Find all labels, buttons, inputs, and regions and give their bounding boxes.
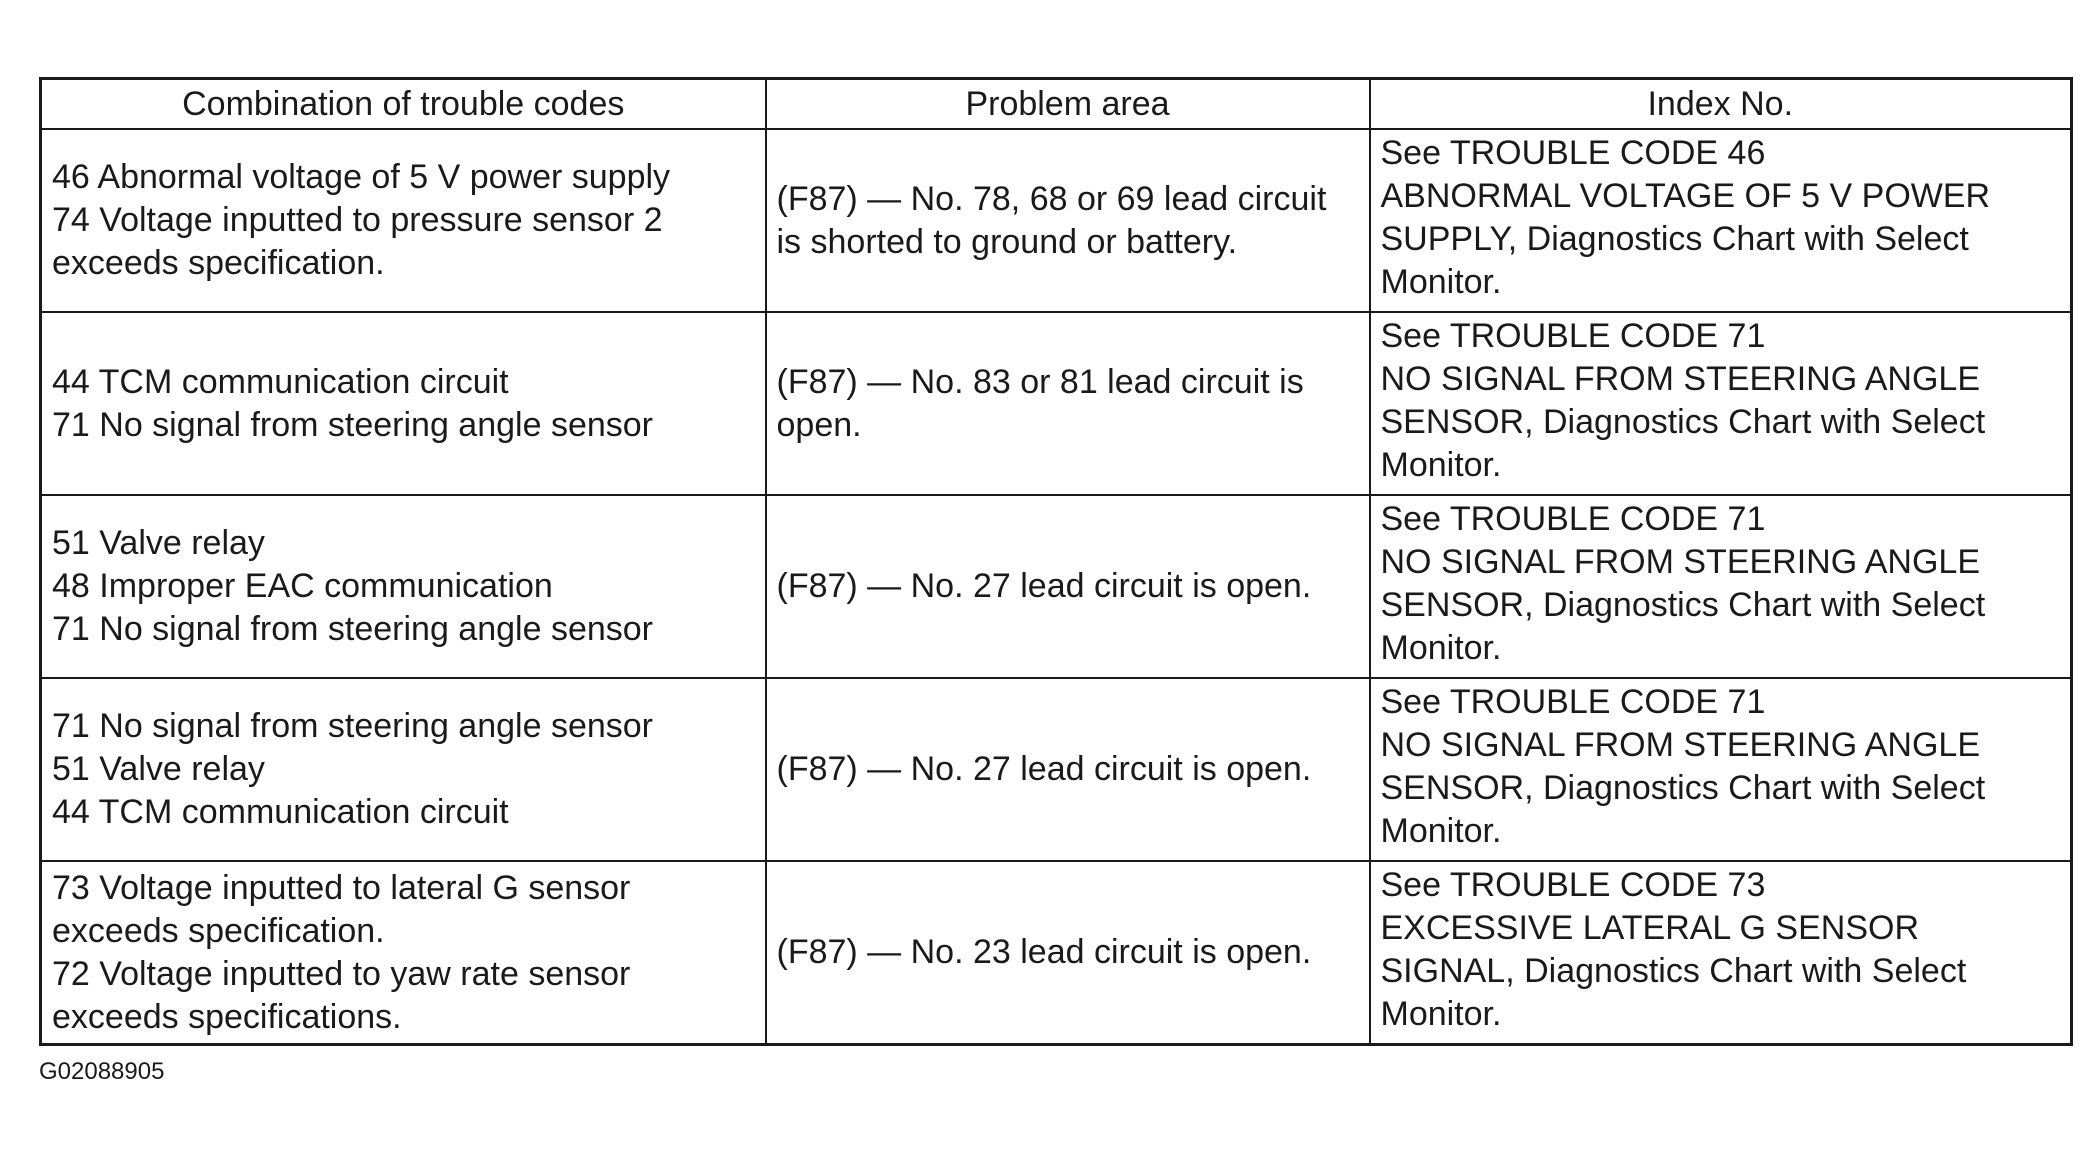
index-no-line: Monitor. (1380, 812, 1502, 850)
index-no-line: SIGNAL, Diagnostics Chart with Select (1380, 952, 1967, 990)
trouble-code-line: 71 No signal from steering angle sensor (52, 707, 653, 745)
index-no-line: NO SIGNAL FROM STEERING ANGLE (1380, 543, 1981, 581)
trouble-codes-cell (41, 861, 766, 1045)
header-combination-of-trouble-codes: Combination of trouble codes (41, 79, 766, 130)
table-row (41, 312, 2072, 495)
index-no-cell (1370, 861, 2072, 1045)
table-row (41, 129, 2072, 312)
table-row (41, 495, 2072, 678)
header-problem-area: Problem area (766, 79, 1370, 130)
index-no-line: See TROUBLE CODE 71 (1380, 317, 1766, 355)
trouble-code-line: exceeds specifications. (52, 997, 402, 1036)
index-no-cell (1370, 312, 2072, 495)
table-row (41, 861, 2072, 1045)
trouble-code-line: 74 Voltage inputted to pressure sensor 2 (52, 201, 663, 239)
trouble-code-line: 51 Valve relay (52, 524, 265, 562)
header-index-no: Index No. (1370, 79, 2072, 130)
trouble-code-table (39, 77, 2073, 1046)
index-no-line: Monitor. (1380, 446, 1502, 484)
index-no-line: NO SIGNAL FROM STEERING ANGLE (1380, 360, 1981, 398)
problem-area-cell (766, 129, 1370, 312)
index-no-cell (1370, 129, 2072, 312)
index-no-line: See TROUBLE CODE 46 (1380, 134, 1766, 172)
index-no-line: NO SIGNAL FROM STEERING ANGLE (1380, 726, 1981, 764)
problem-area-line: (F87) — No. 83 or 81 lead circuit is (776, 362, 1304, 401)
problem-area-cell (766, 495, 1370, 678)
index-no-line: SENSOR, Diagnostics Chart with Select (1380, 403, 1986, 441)
index-no-line: Monitor. (1380, 629, 1502, 667)
index-no-cell (1370, 678, 2072, 861)
index-no-line: SENSOR, Diagnostics Chart with Select (1380, 586, 1986, 624)
problem-area-line: (F87) — No. 23 lead circuit is open. (776, 933, 1312, 971)
problem-area-line: (F87) — No. 27 lead circuit is open. (776, 567, 1312, 605)
index-no-line: See TROUBLE CODE 71 (1380, 683, 1766, 721)
index-no-line: SUPPLY, Diagnostics Chart with Select (1380, 220, 1969, 258)
trouble-code-line: 73 Voltage inputted to lateral G sensor (52, 868, 631, 907)
figure-id: G02088905 (39, 1058, 165, 1085)
index-no-line: SENSOR, Diagnostics Chart with Select (1380, 769, 1986, 807)
problem-area-cell (766, 312, 1370, 495)
problem-area-line: (F87) — No. 27 lead circuit is open. (776, 750, 1312, 788)
table-row (41, 678, 2072, 861)
problem-area-line: is shorted to ground or battery. (776, 222, 1238, 261)
trouble-codes-cell (41, 495, 766, 678)
trouble-code-line: 51 Valve relay (52, 750, 265, 788)
problem-area-line: open. (776, 405, 862, 444)
trouble-code-line: 44 TCM communication circuit (52, 362, 509, 401)
index-no-cell (1370, 495, 2072, 678)
index-no-line: Monitor. (1380, 263, 1502, 301)
trouble-code-line: 48 Improper EAC communication (52, 567, 553, 605)
trouble-code-line: 71 No signal from steering angle sensor (52, 405, 653, 444)
problem-area-line: (F87) — No. 78, 68 or 69 lead circuit (776, 179, 1327, 218)
trouble-code-line: exceeds specification. (52, 911, 385, 950)
trouble-code-line: 44 TCM communication circuit (52, 793, 509, 831)
trouble-codes-cell (41, 312, 766, 495)
index-no-line: EXCESSIVE LATERAL G SENSOR (1380, 909, 1920, 947)
index-no-line: ABNORMAL VOLTAGE OF 5 V POWER (1380, 177, 1991, 215)
problem-area-cell (766, 861, 1370, 1045)
index-no-line: See TROUBLE CODE 73 (1380, 866, 1766, 904)
trouble-code-line: exceeds specification. (52, 244, 385, 282)
index-no-line: See TROUBLE CODE 71 (1380, 500, 1766, 538)
header-row (41, 79, 2072, 130)
trouble-code-line: 46 Abnormal voltage of 5 V power supply (52, 158, 671, 196)
problem-area-cell (766, 678, 1370, 861)
trouble-code-line: 71 No signal from steering angle sensor (52, 610, 653, 648)
trouble-codes-cell (41, 678, 766, 861)
index-no-line: Monitor. (1380, 995, 1502, 1033)
trouble-codes-cell (41, 129, 766, 312)
trouble-code-line: 72 Voltage inputted to yaw rate sensor (52, 954, 631, 993)
